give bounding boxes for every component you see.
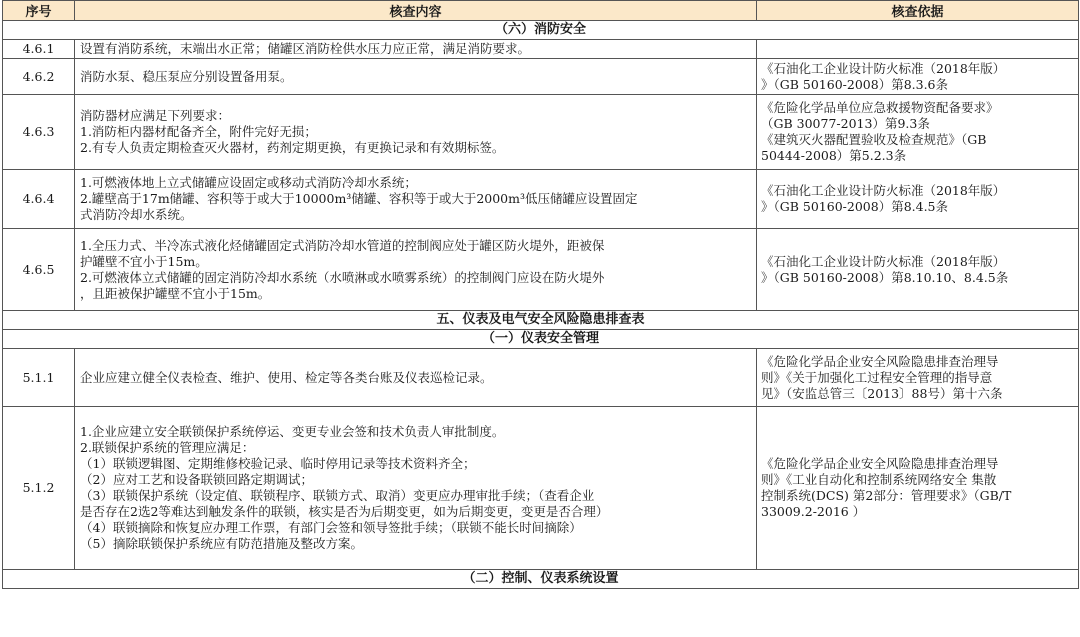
basis-line: 33009.2-2016 ） (761, 504, 866, 519)
content-line: 1.全压力式、半冷冻式液化烃储罐固定式消防冷却水管道的控制阀应处于罐区防火堤外，距被保 (80, 237, 605, 253)
row-number: 4.6.3 (3, 95, 75, 170)
content-line: 企业应建立健全仪表检查、维护、使用、检定等各类台账及仪表巡检记录。 (80, 369, 493, 385)
table-header-row (3, 1, 1079, 21)
row-number: 5.1.1 (3, 349, 75, 407)
row-basis (757, 40, 1079, 59)
row-number: 4.6.1 (3, 40, 75, 59)
table-row (3, 95, 1079, 170)
section-title-instrument-electrical: 五、仪表及电气安全风险隐患排查表 (3, 311, 1079, 330)
table-row (3, 229, 1079, 311)
section-title-instrument-management: （一）仪表安全管理 (3, 330, 1079, 349)
row-basis (757, 407, 1079, 570)
section-row (3, 330, 1079, 349)
row-content (75, 59, 757, 95)
table-row (3, 349, 1079, 407)
header-basis: 核查依据 (757, 1, 1079, 21)
content-line: 1.可燃液体地上立式储罐应设固定或移动式消防冷却水系统； (80, 175, 417, 190)
row-basis (757, 170, 1079, 229)
basis-line: 》（GB 50160-2008）第8.10.10、8.4.5条 (761, 269, 1009, 285)
row-number: 4.6.2 (3, 59, 75, 95)
content-line: （2）应对工艺和设备联锁回路定期调试； (80, 472, 313, 487)
content-line: ，且距被保护罐壁不宜小于15m。 (80, 285, 271, 301)
row-number: 5.1.2 (3, 407, 75, 570)
basis-line: 《石油化工企业设计防火标准（2018年版） (761, 253, 1006, 269)
basis-line: 》（GB 50160-2008）第8.3.6条 (761, 76, 948, 92)
content-line: 2.罐壁高于17m储罐、容积等于或大于10000m³储罐、容积等于或大于2000m³低压储罐应设置固定 (80, 191, 638, 206)
content-line: 2.可燃液体立式储罐的固定消防冷却水系统（水喷淋或水喷雾系统）的控制阀门应设在防火堤外 (80, 269, 605, 285)
row-basis (757, 95, 1079, 170)
inspection-table (2, 0, 1079, 589)
content-line: 式消防冷却水系统。 (80, 207, 193, 222)
row-basis (757, 59, 1079, 95)
content-line: 设置有消防系统，末端出水正常；储罐区消防栓供水压力应正常，满足消防要求。 (80, 41, 531, 56)
row-content (75, 349, 757, 407)
header-content: 核查内容 (75, 1, 757, 21)
basis-line: 50444-2008）第5.2.3条 (761, 148, 907, 163)
basis-line: 《建筑灭火器配置验收及检查规范》（GB (761, 132, 987, 147)
table-row (3, 407, 1079, 570)
basis-line: 《石油化工企业设计防火标准（2018年版） (761, 60, 1006, 76)
table-row (3, 59, 1079, 95)
basis-line: （GB 30077-2013）第9.3条 (761, 116, 930, 131)
row-number: 4.6.5 (3, 229, 75, 311)
content-line: 2.有专人负责定期检查灭火器材，药剂定期更换，有更换记录和有效期标签。 (80, 140, 505, 155)
table-row (3, 40, 1079, 59)
table-row (3, 170, 1079, 229)
section-row (3, 21, 1079, 40)
section-row (3, 570, 1079, 589)
content-line: 消防水泵、稳压泵应分别设置备用泵。 (80, 68, 293, 84)
basis-line: 《危险化学品企业安全风险隐患排查治理导 (761, 353, 999, 369)
row-basis (757, 349, 1079, 407)
row-content (75, 229, 757, 311)
basis-line: 则》《工业自动化和控制系统网络安全 集散 (761, 472, 997, 487)
row-basis (757, 229, 1079, 311)
row-content (75, 40, 757, 59)
content-line: 1.企业应建立安全联锁保护系统停运、变更专业会签和技术负责人审批制度。 (80, 424, 505, 439)
content-line: 消防器材应满足下列要求： (80, 108, 231, 123)
content-line: （1）联锁逻辑图、定期维修校验记录、临时停用记录等技术资料齐全； (80, 456, 476, 471)
content-line: （5）摘除联锁保护系统应有防范措施及整改方案。 (80, 536, 363, 551)
basis-line: 控制系统(DCS) 第2部分：管理要求》（GB/T (761, 488, 1012, 503)
content-line: （4）联锁摘除和恢复应办理工作票，有部门会签和领导签批手续；（联锁不能长时间摘除） (80, 520, 582, 535)
content-line: 护罐壁不宜小于15m。 (80, 253, 208, 269)
content-line: （3）联锁保护系统（设定值、联锁程序、联锁方式、取消）变更应办理审批手续；（查看企业 (80, 488, 595, 503)
basis-line: 《危险化学品单位应急救援物资配备要求》 (761, 100, 999, 115)
row-content (75, 170, 757, 229)
basis-line: 》（GB 50160-2008）第8.4.5条 (761, 199, 948, 214)
row-number: 4.6.4 (3, 170, 75, 229)
content-line: 2.联锁保护系统的管理应满足： (80, 440, 255, 455)
basis-line: 则》《关于加强化工过程安全管理的指导意 (761, 369, 993, 385)
basis-line: 《危险化学品企业安全风险隐患排查治理导 (761, 456, 999, 471)
row-content (75, 95, 757, 170)
content-line: 是否存在2选2等难达到触发条件的联锁，核实是否为后期变更，如为后期变更，变更是否合理） (80, 504, 609, 519)
row-content (75, 407, 757, 570)
content-line: 1.消防柜内器材配备齐全，附件完好无损； (80, 124, 317, 139)
basis-line: 《石油化工企业设计防火标准（2018年版） (761, 183, 1006, 198)
section-row (3, 311, 1079, 330)
basis-line: 见》（安监总管三〔2013〕88号）第十六条 (761, 385, 1003, 401)
header-no: 序号 (3, 1, 75, 21)
section-title-control-systems: （二）控制、仪表系统设置 (3, 570, 1079, 589)
section-title-fire-safety: （六）消防安全 (3, 21, 1079, 40)
